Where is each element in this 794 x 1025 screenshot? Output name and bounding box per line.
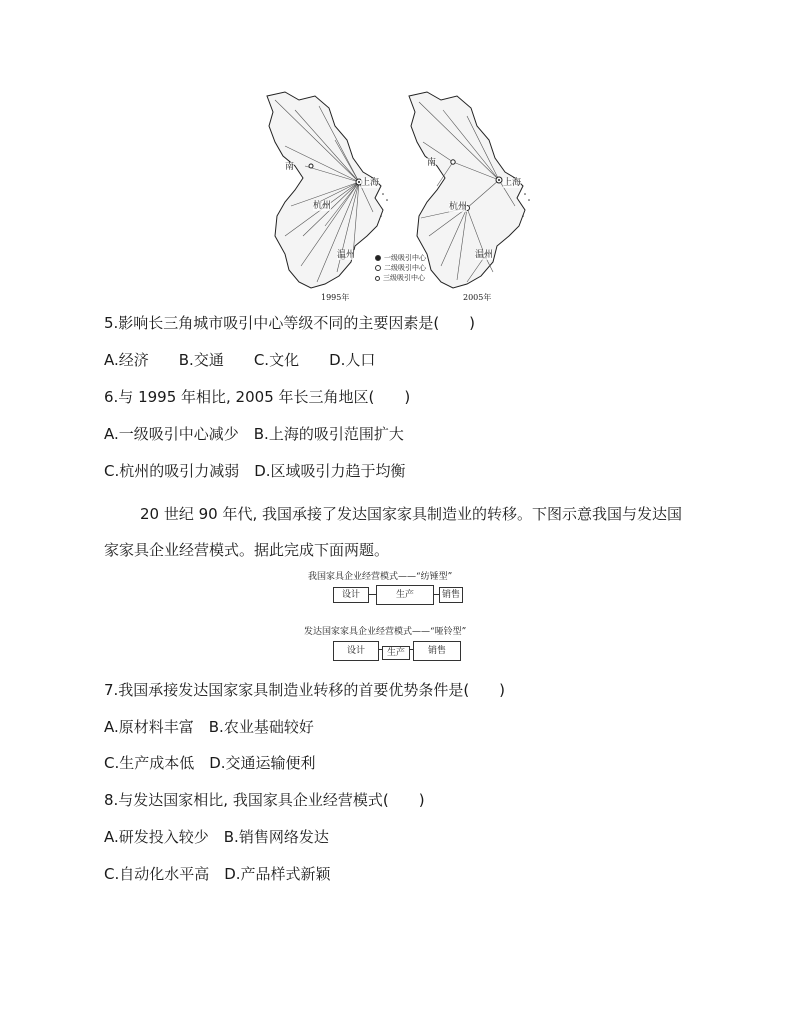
level1-marker-icon <box>375 255 381 261</box>
q8-options-cd: C.自动化水平高 D.产品样式新颖 <box>104 865 331 883</box>
developed-model-title: 发达国家家具企业经营模式——“哑铃型” <box>304 627 467 637</box>
city-hangzhou: 杭州 <box>313 201 332 211</box>
q7-options-ab: A.原材料丰富 B.农业基础较好 <box>104 718 314 736</box>
q8-options-ab: A.研发投入较少 B.销售网络发达 <box>104 828 329 846</box>
q7-stem: 7.我国承接发达国家家具制造业转移的首要优势条件是( ) <box>104 681 506 699</box>
china-design-box: 设计 <box>333 587 369 603</box>
map-1995-year: 1995年 <box>321 293 350 302</box>
developed-production-box: 生产 <box>382 646 410 660</box>
city-nanjing: 南 <box>285 162 295 172</box>
q5-options: A.经济 B.交通 C.文化 D.人口 <box>104 351 376 369</box>
legend-level2: 二级吸引中心 <box>384 264 426 272</box>
q6-options-ab: A.一级吸引中心减少 B.上海的吸引范围扩大 <box>104 425 404 443</box>
city-nanjing-2005: 南 <box>427 158 437 168</box>
level2-marker-icon <box>375 265 381 271</box>
city-hangzhou-2005: 杭州 <box>449 202 468 212</box>
q5-stem: 5.影响长三角城市吸引中心等级不同的主要因素是( ) <box>104 314 476 332</box>
q6-options-cd: C.杭州的吸引力减弱 D.区域吸引力趋于均衡 <box>104 462 406 480</box>
map-1995 <box>255 86 395 304</box>
map-2005-year: 2005年 <box>463 293 492 302</box>
legend-level3: 三级吸引中心 <box>383 274 425 282</box>
q6-stem: 6.与 1995 年相比, 2005 年长三角地区( ) <box>104 388 411 406</box>
developed-sales-box: 销售 <box>413 641 461 661</box>
china-production-box: 生产 <box>376 585 434 605</box>
city-shanghai: 上海 <box>361 178 380 188</box>
legend-level1: 一级吸引中心 <box>384 254 426 262</box>
q8-stem: 8.与发达国家相比, 我国家具企业经营模式( ) <box>104 791 425 809</box>
city-shanghai-2005: 上海 <box>503 178 522 188</box>
q7-options-cd: C.生产成本低 D.交通运输便利 <box>104 754 316 772</box>
connector <box>368 594 376 595</box>
level3-marker-icon <box>375 276 380 281</box>
developed-design-box: 设计 <box>333 641 379 661</box>
map-legend <box>375 253 426 283</box>
passage: 20 世纪 90 年代, 我国承接了发达国家家具制造业的转移。下图示意我国与发达国家家具企业经营模式。据此完成下面两题。 <box>104 505 683 559</box>
china-sales-box: 销售 <box>439 587 463 603</box>
city-wenzhou: 温州 <box>337 250 356 260</box>
china-model-title: 我国家具企业经营模式——“纺锤型” <box>308 572 453 582</box>
city-wenzhou-2005: 温州 <box>475 250 494 260</box>
map-1995-drawing <box>255 86 395 304</box>
